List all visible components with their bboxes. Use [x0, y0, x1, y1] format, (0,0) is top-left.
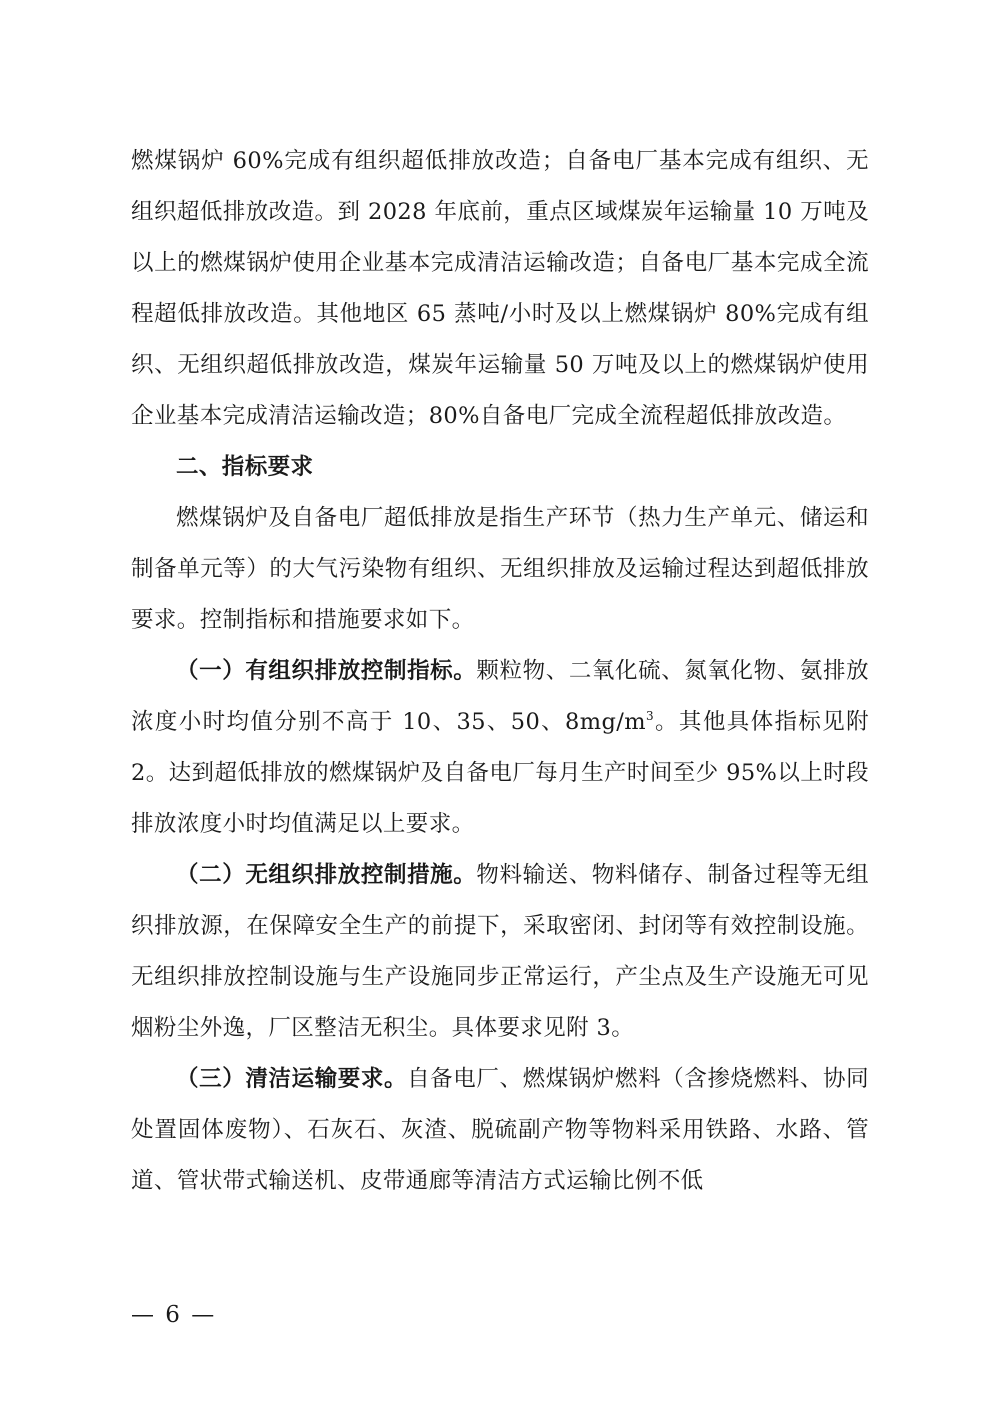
section-heading-indicator-requirements: 二、指标要求: [176, 454, 314, 480]
paragraph-definition: 燃煤锅炉及自备电厂超低排放是指生产环节（热力生产单元、储运和制备单元等）的大气污染物有组织、无组织排放及运输过程达到超低排放要求。控制指标和措施要求如下。: [131, 505, 869, 633]
organized-emission-text-b: 。其他具体指标见附 2。达到超低排放的燃煤锅炉及自备电厂每月生产时间至少 95%以上时段排放浓度小时均值满足以上要求。: [131, 709, 869, 837]
subheading-clean-transport: （三）清洁运输要求。: [176, 1066, 408, 1092]
superscript-cubic: 3: [646, 709, 655, 723]
organized-emission-text-a: 颗粒物、二氧化硫、氮氧化物、氨排放浓度小时均值分别不高于 10、35、50、8mg/m: [131, 658, 869, 735]
paragraph-clean-transport: [131, 1054, 869, 1207]
unorganized-emission-text: 物料输送、物料储存、制备过程等无组织排放源，在保障安全生产的前提下，采取密闭、封闭等有效控制设施。无组织排放控制设施与生产设施同步正常运行，产尘点及生产设施无可见烟粉尘外逸，厂区整洁无积尘。具体要求见附 3。: [131, 862, 869, 1041]
paragraph-organized-emission: [131, 646, 869, 850]
clean-transport-text: 自备电厂、燃煤锅炉燃料（含掺烧燃料、协同处置固体废物）、石灰石、灰渣、脱硫副产物等物料采用铁路、水路、管道、管状带式输送机、皮带通廊等清洁方式运输比例不低: [131, 1066, 869, 1194]
subheading-unorganized-emission: （二）无组织排放控制措施。: [176, 862, 477, 888]
paragraph-unorganized-emission: [131, 850, 869, 1054]
body-text: [131, 136, 869, 1207]
subheading-organized-emission: （一）有组织排放控制指标。: [176, 658, 477, 684]
paragraph-targets-continued: 燃煤锅炉 60%完成有组织超低排放改造；自备电厂基本完成有组织、无组织超低排放改造。到 2028 年底前，重点区域煤炭年运输量 10 万吨及以上的燃煤锅炉使用企业基本完成清洁运输改造；自备电厂基本完成全流程超低排放改造。其他地区 65 蒸吨/小时及以上燃煤锅炉 80%完成有组织、无组织超低排放改造，煤炭年运输量 50 万吨及以上的燃煤锅炉使用企业基本完成清洁运输改造；80%自备电厂完成全流程超低排放改造。: [131, 148, 869, 429]
page-number: — 6 —: [131, 1302, 217, 1328]
